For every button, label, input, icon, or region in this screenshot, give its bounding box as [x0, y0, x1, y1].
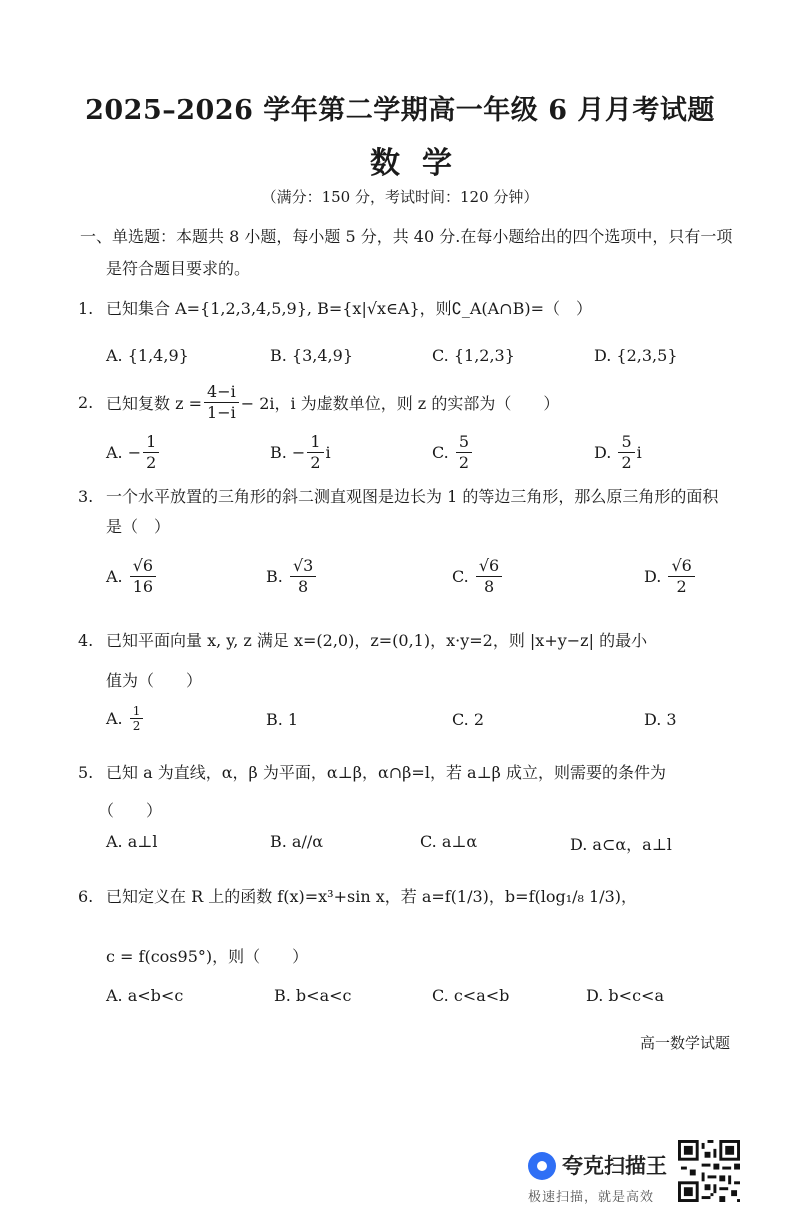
q6-option-b: B. b<a<c: [274, 986, 352, 1005]
fraction: [204, 382, 239, 423]
fraction: [668, 556, 694, 597]
numerator: 1: [307, 432, 323, 453]
fraction: [456, 432, 472, 473]
q5-option-b: B. a//α: [270, 832, 324, 851]
question-number: 3.: [78, 487, 94, 506]
fraction: [290, 556, 316, 597]
q2-option-a: A. − $\frac{1}{2}$: [106, 432, 161, 473]
question-number: 6.: [78, 887, 94, 906]
q3-option-b: [266, 556, 318, 597]
option-label: A.: [106, 443, 123, 462]
option-label: A.: [106, 567, 123, 586]
numerator: 4−i: [204, 382, 239, 403]
question-number: 5.: [78, 763, 94, 782]
fraction: [307, 432, 323, 473]
question-2: [78, 382, 758, 423]
denominator: 2: [146, 453, 157, 472]
question-3: [78, 484, 758, 507]
q5-option-d: D. a⊂α，a⊥l: [570, 835, 672, 854]
scanner-logo-inner: [537, 1161, 547, 1171]
option-label: D.: [644, 567, 662, 586]
option-label: C.: [432, 443, 449, 462]
denominator: 2: [310, 453, 321, 472]
question-6-cont: c = f(cos95°)，则（ ）: [106, 947, 309, 966]
q5-option-c: C. a⊥α: [420, 832, 478, 851]
q4-option-d: D. 3: [644, 710, 677, 729]
q1-option-d: D. {2,3,5}: [594, 346, 678, 365]
question-text: 已知定义在 R 上的函数 f(x)=x³+sin x，若 a=f(1/3)，b=f(log₁/₈ 1/3)，: [106, 887, 638, 906]
option-label: B.: [270, 443, 287, 462]
denominator: 1−i: [207, 403, 236, 422]
section-heading-cont: 是符合题目要求的。: [106, 259, 251, 278]
exam-info: （满分：150 分，考试时间：120 分钟）: [261, 188, 539, 206]
fraction: [476, 556, 502, 597]
q2-option-b: B. − $\frac{1}{2}$ i: [270, 432, 331, 472]
q3-option-d: [644, 556, 697, 597]
q6-option-a: A. a<b<c: [106, 986, 184, 1005]
denominator: 16: [132, 577, 154, 596]
numerator: √6: [476, 556, 502, 577]
scanner-app-tagline: 极速扫描，就是高效: [528, 1190, 655, 1205]
question-6: [78, 884, 758, 907]
denominator: 2: [621, 453, 632, 472]
numerator: √6: [130, 556, 156, 577]
question-text-post: − 2i，i 为虚数单位，则 z 的实部为（ ）: [240, 394, 560, 413]
fraction: [130, 704, 144, 733]
option-label: D.: [594, 443, 612, 462]
denominator: 2: [458, 453, 470, 472]
question-text-pre: 已知复数 z =: [106, 394, 203, 413]
section-heading: 一、单选题：本题共 8 小题，每小题 5 分，共 40 分.在每小题给出的四个选项中，只有一项: [80, 227, 733, 246]
question-text: 已知集合 A={1,2,3,4,5,9}, B={x|√x∈A}，则∁_A(A∩B)=（ ）: [106, 299, 592, 318]
option-label: A.: [106, 709, 123, 728]
numerator: 5: [456, 432, 472, 453]
numerator: 5: [618, 432, 634, 453]
q2-option-d: D. $\frac{5}{2}$ i: [594, 432, 642, 472]
denominator: 2: [132, 719, 141, 733]
option-label: C.: [452, 567, 469, 586]
q6-option-c: C. c<a<b: [432, 986, 510, 1005]
question-number: 1.: [78, 299, 94, 318]
question-4-cont: 值为（ ）: [106, 671, 203, 690]
question-text: 一个水平放置的三角形的斜二测直观图是边长为 1 的等边三角形，那么原三角形的面积: [106, 487, 719, 506]
question-text: 已知 a 为直线，α，β 为平面，α⊥β，α∩β=l，若 a⊥β 成立，则需要的条件为: [106, 763, 666, 782]
fraction: [143, 432, 159, 473]
fraction: [130, 556, 156, 597]
denominator: 8: [298, 577, 309, 596]
question-3-cont: 是（ ）: [106, 517, 171, 536]
question-1: [78, 296, 758, 319]
numerator: 1: [130, 704, 144, 719]
q3-option-a: [106, 556, 158, 597]
question-text: 已知平面向量 x, y, z 满足 x=(2,0)，z=(0,1)，x·y=2，则 |x+y−z| 的最小: [106, 631, 648, 650]
q4-option-b: B. 1: [266, 710, 299, 729]
q6-option-d: D. b<c<a: [586, 986, 664, 1005]
denominator: 8: [483, 577, 495, 596]
subject-title: 数学: [370, 146, 474, 181]
q4-option-a: [106, 704, 145, 733]
qr-code-icon: [678, 1140, 740, 1202]
question-5: [78, 760, 758, 783]
option-label: B.: [266, 567, 283, 586]
q4-option-c: C. 2: [452, 710, 485, 729]
q1-option-c: C. {1,2,3}: [432, 346, 515, 365]
q5-option-a: A. a⊥l: [106, 832, 158, 851]
footer-label: 高一数学试题: [640, 1034, 731, 1052]
numerator: √6: [668, 556, 694, 577]
question-4: [78, 628, 758, 651]
q2-option-c: [432, 432, 474, 473]
question-5-cont: （ ）: [98, 801, 163, 820]
numerator: √3: [290, 556, 316, 577]
denominator: 2: [676, 577, 687, 596]
scanner-app-name: 夸克扫描王: [562, 1154, 667, 1178]
question-number: 2.: [78, 393, 94, 412]
question-number: 4.: [78, 631, 94, 650]
q1-option-a: A. {1,4,9}: [106, 346, 189, 365]
numerator: 1: [143, 432, 159, 453]
q3-option-c: [452, 556, 504, 597]
page-title: 2025–2026 学年第二学期高一年级 6 月月考试题: [85, 95, 715, 126]
fraction: [618, 432, 634, 473]
q1-option-b: B. {3,4,9}: [270, 346, 353, 365]
